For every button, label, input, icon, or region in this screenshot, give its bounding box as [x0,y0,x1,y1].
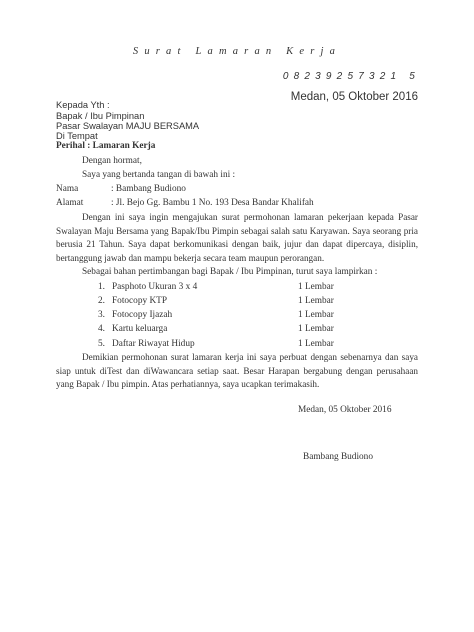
recipient-line-2: Bapak / Ibu Pimpinan [56,111,145,121]
attachment-num: 4. [98,324,105,334]
recipient-line-4: Di Tempat [56,131,98,141]
address-value: : Jl. Bejo Gg. Bambu 1 No. 193 Desa Bandar Khalifah [111,198,314,208]
letter-title: Surat Lamaran Kerja [132,46,342,57]
attachment-item: Kartu keluarga [112,324,168,334]
attachment-num: 2. [98,296,105,306]
recipient-line-1: Kepada Yth : [56,100,110,110]
attachment-qty: 1 Lembar [298,296,334,306]
address-label: Alamat [56,198,84,208]
header-date: Medan, 05 Oktober 2016 [290,91,418,103]
attachment-item: Fotocopy Ijazah [112,310,173,320]
attachment-num: 5. [98,339,105,349]
recipient-line-3: Pasar Swalayan MAJU BERSAMA [56,121,200,131]
subject-line: Perihal : Lamaran Kerja [56,141,156,151]
closing-paragraph: Demikian permohonan surat lamaran kerja ini saya perbuat dengan sebenarnya dan saya siap untuk diTest dan diWawancara setiap saat. Besar Harapan bergabung dengan perusahaan yang Bapak / Ibu pimpin. Atas perhatiannya, saya ucapkan terimakasih. [56,352,418,390]
signature-date: Medan, 05 Oktober 2016 [298,405,392,415]
name-label: Nama [56,184,79,194]
attachment-qty: 1 Lembar [298,282,334,292]
intro-line: Saya yang bertanda tangan di bawah ini : [82,170,236,180]
name-value: : Bambang Budiono [111,184,186,194]
attachment-item: Fotocopy KTP [112,296,168,306]
greeting: Dengan hormat, [82,156,142,166]
attachment-qty: 1 Lembar [298,339,334,349]
body-paragraph: Dengan ini saya ingin mengajukan surat permohonan lamaran pekerjaan kepada Pasar Swalayan Maju Bersama yang Bapak/Ibu Pimpin sebagai salah satu Karyawan. Saya seorang pria berusia 21 Tahun. Saya dapat berkomunikasi dengan baik, jujur dan dapat dipercaya, disiplin, bertanggung jawab dan mampu bekerja secara team maupun perorangan. [56,212,418,264]
attachment-qty: 1 Lembar [298,310,334,320]
signature-name: Bambang Budiono [303,452,373,462]
attachment-num: 1. [98,282,105,292]
attachment-qty: 1 Lembar [298,324,334,334]
attachment-num: 3. [98,310,105,320]
attachment-item: Pasphoto Ukuran 3 x 4 [112,282,198,292]
attachment-item: Daftar Riwayat Hidup [112,339,195,349]
attachments-intro: Sebagai bahan pertimbangan bagi Bapak / Ibu Pimpinan, turut saya lampirkan : [82,267,378,277]
phone-number: 08239257321 5 [282,71,420,82]
